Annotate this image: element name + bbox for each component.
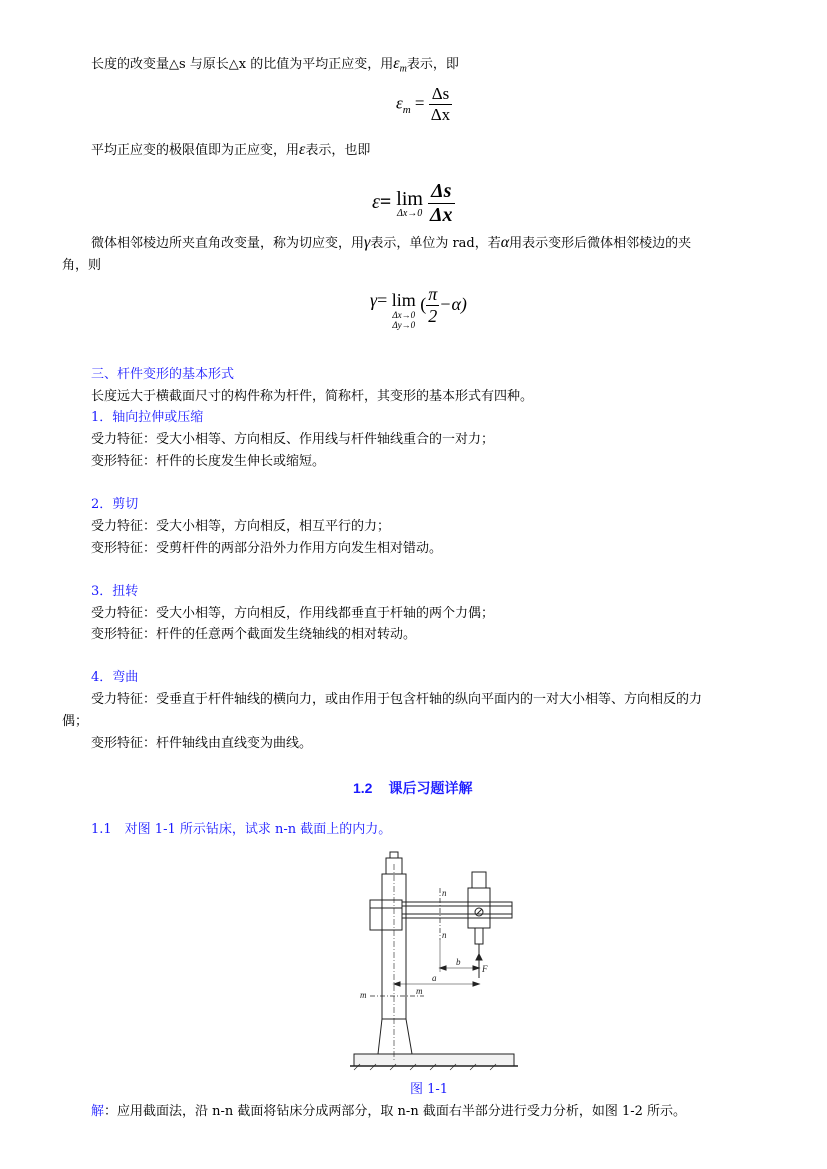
figure-caption: 图 1-1: [410, 1082, 449, 1097]
item-heading: 3．扭转: [91, 584, 139, 599]
label-m-left: m: [360, 990, 367, 1000]
item-deform: 变形特征：杆件的任意两个截面发生绕轴线的相对转动。: [91, 627, 417, 642]
label-F: F: [482, 964, 488, 974]
problem-statement: 1.1 对图 1-1 所示钻床，试求 n-n 截面上的内力。: [91, 822, 392, 837]
equation-shear-strain: γ= lim Δx→0 Δy→0 ( $\frac{\pi}{2}$ −α): [370, 284, 467, 330]
label-n-bottom: n: [442, 930, 447, 940]
section-heading: 三、杆件变形的基本形式: [91, 367, 235, 382]
label-m-right: m: [416, 986, 423, 996]
item-force: 受力特征：受大小相等、方向相反、作用线与杆件轴线重合的一对力；: [91, 432, 495, 447]
text-line: 微体相邻棱边所夹直角改变量，称为切应变，用γ表示，单位为 rad，若α用表示变形后微体相邻棱边的夹: [91, 234, 692, 251]
text-line: 角，则: [62, 258, 102, 273]
item-force: 受力特征：受垂直于杆件轴线的横向力，或由作用于包含杆轴的纵向平面内的一对大小相等、方向相反的力: [91, 692, 703, 707]
item-heading: 2．剪切: [91, 497, 139, 512]
label-a: a: [432, 973, 437, 983]
item-deform: 变形特征：杆件的长度发生伸长或缩短。: [91, 454, 326, 469]
drilling-machine-figure: [340, 844, 520, 1074]
solution-text: 解：应用截面法，沿 n-n 截面将钻床分成两部分，取 n-n 截面右半部分进行受力分析，如图 1-2 所示。: [91, 1104, 687, 1119]
text-line: 平均正应变的极限值即为正应变，用ε表示，也即: [91, 141, 371, 158]
item-heading: 4．弯曲: [91, 670, 139, 685]
item-deform: 变形特征：杆件轴线由直线变为曲线。: [91, 736, 313, 751]
label-n-top: n: [442, 888, 447, 898]
equation-normal-strain: ε= lim Δx→0 $\frac{\Delta s}{\Delta x}$: [372, 180, 453, 226]
section-intro: 长度远大于横截面尺寸的构件称为杆件，简称杆，其变形的基本形式有四种。: [91, 389, 534, 404]
item-deform: 变形特征：受剪杆件的两部分沿外力作用方向发生相对错动。: [91, 541, 443, 556]
section-title: 1.2 课后习题详解: [353, 780, 473, 796]
item-force-cont: 偶；: [62, 714, 89, 729]
item-force: 受力特征：受大小相等，方向相反，作用线都垂直于杆轴的两个力偶；: [91, 606, 495, 621]
equation-average-strain: $\varepsilon_m$ = $\frac{\Delta s}{\Delta x}$: [396, 84, 451, 124]
item-force: 受力特征：受大小相等，方向相反，相互平行的力；: [91, 519, 391, 534]
text-line: 长度的改变量△s 与原长△x 的比值为平均正应变，用$\varepsilon_m$表示，即: [91, 55, 459, 75]
item-heading: 1．轴向拉伸或压缩: [91, 410, 204, 425]
label-b: b: [456, 957, 461, 967]
